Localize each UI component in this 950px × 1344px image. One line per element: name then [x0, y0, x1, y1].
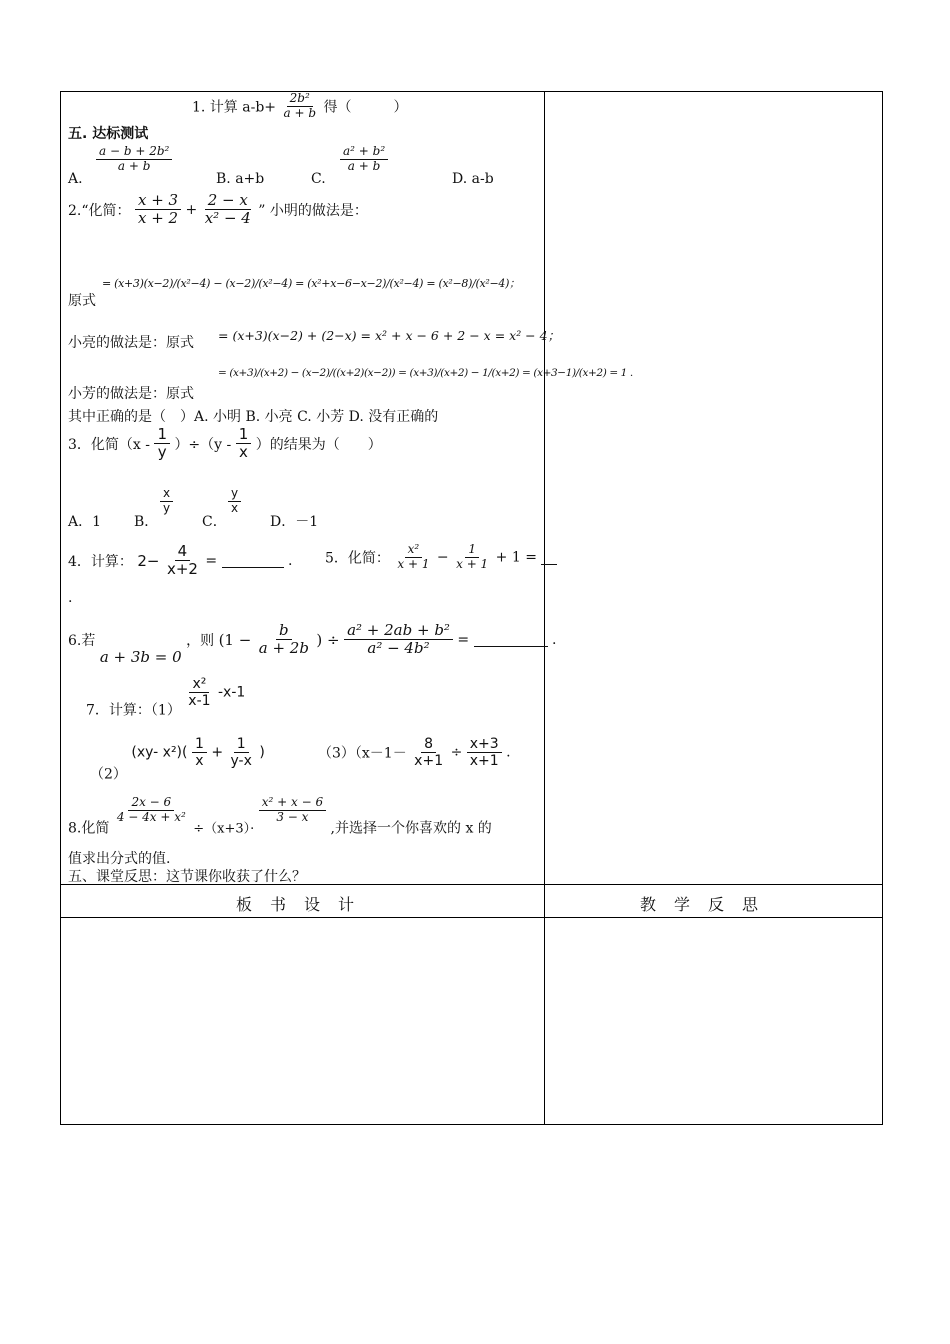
q7-p3-frac-2: [467, 736, 502, 769]
q1-stem: [192, 92, 407, 121]
q3-options: [68, 485, 468, 531]
q8-stem: [68, 796, 492, 837]
q4-prefix: 4．计算：: [68, 553, 133, 570]
q3-opt-b-num: x: [160, 487, 173, 502]
q8-f2-den: 3 − x: [276, 809, 309, 824]
q3-opt-c-frac: [228, 487, 241, 516]
q1-opt-a-label: A.: [68, 171, 83, 187]
q4-lead: 2−: [137, 551, 160, 570]
q5-stem: [325, 543, 557, 572]
q6-eq: =: [457, 631, 470, 648]
q3-prefix: 3．化简（x -: [68, 436, 150, 453]
q1-fraction: [280, 92, 319, 121]
q1-opt-c-num: a² + b²: [340, 145, 388, 160]
teaching-reflection-cell[interactable]: [545, 918, 882, 1124]
q7-prefix: 7．计算：（1）: [86, 702, 181, 719]
q7-p2-f1-den: x: [195, 753, 204, 770]
q2-fang-expr: = (x+3)/(x+2) − (x−2)/((x+2)(x−2)) = (x+3)/(x+2) − 1/(x+2) = (x+3−1)/(x+2) = 1 .: [218, 367, 633, 379]
q6-prefix: 6.若: [68, 632, 96, 649]
q7-p1-den: x-1: [188, 693, 211, 710]
q6-f1-num: b: [276, 622, 292, 640]
q3-f1-num: 1: [154, 426, 170, 444]
q5-f2-den: x + 1: [456, 556, 489, 571]
q1-options: [68, 145, 538, 191]
q1-opt-a-frac: [96, 145, 172, 174]
q4-stem: [68, 543, 293, 579]
q3-mid: ）÷（y -: [174, 436, 232, 453]
q7-p3-div: ÷: [450, 744, 463, 761]
q6-f2-num: a² + 2ab + b²: [344, 622, 453, 640]
q4-f-den: x+2: [166, 560, 198, 579]
section-title: 五. 达标测试: [68, 126, 149, 142]
q3-opt-b-den: y: [163, 500, 171, 515]
q3-frac-2: [236, 426, 252, 462]
q7-p3-f1-num: 8: [421, 736, 436, 753]
q1-suffix: 得（ ）: [323, 99, 408, 116]
q7-p3-f1-den: x+1: [414, 753, 444, 770]
q2-f2-num: 2 − x: [205, 192, 251, 210]
q5-f1-den: x + 1: [397, 556, 430, 571]
board-design-cell[interactable]: [61, 918, 544, 1124]
q8-frac-1: [114, 796, 189, 825]
q6-answer-blank[interactable]: [474, 632, 548, 647]
q7-p3-label: （3）（x－1－: [318, 745, 407, 762]
q7-p2-frac-2: [228, 736, 255, 769]
q7-p2-frac-1: [192, 736, 207, 769]
q2-f2-den: x² − 4: [204, 209, 251, 228]
q6-mid: ，则: [186, 632, 215, 649]
q4-answer-blank[interactable]: [222, 553, 284, 568]
right-notes-cell[interactable]: [545, 92, 882, 884]
q8-line2: 值求出分式的值.: [68, 851, 171, 867]
q7-p2-f1-num: 1: [192, 736, 207, 753]
q3-f2-den: x: [239, 443, 248, 462]
q5-frac-2: [453, 543, 491, 572]
q7-p2-label: （2）: [90, 766, 127, 783]
q7-p2-close: ): [259, 744, 265, 761]
q6-close: ) ÷: [316, 630, 340, 649]
q5-f1-num: x²: [405, 543, 423, 558]
q6-frac-1: [256, 622, 312, 658]
q8-f1-num: 2x − 6: [128, 796, 174, 811]
q2-suffix: ” 小明的做法是：: [258, 202, 368, 219]
q7-p1-tail: -x-1: [217, 684, 246, 701]
q6-open: (1 −: [218, 630, 252, 649]
table-bottom-border: [60, 1124, 883, 1125]
q5-tail: + 1 =: [495, 549, 537, 566]
q6-f2-den: a² − 4b²: [367, 639, 430, 658]
q7-p2-f2-den: y-x: [230, 753, 252, 770]
q6-f1-den: a + 2b: [258, 639, 309, 658]
q3-opt-c-den: x: [231, 500, 239, 515]
q1-opt-c-label: C.: [311, 171, 326, 187]
q6-end: .: [552, 631, 557, 648]
q2-prefix: 2.“化简：: [68, 202, 131, 219]
q6-cond: a + 3b = 0: [99, 647, 182, 666]
q2-liang-label: 小亮的做法是：原式: [68, 335, 194, 351]
q2-frac-1: [135, 192, 181, 228]
q2-stem: [68, 192, 368, 228]
q3-opt-a: A．1: [68, 514, 102, 530]
q8-f1-den: 4 − 4x + x²: [116, 809, 186, 824]
q1-opt-c-den: a + b: [347, 158, 381, 173]
q3-opt-c-label: C．: [202, 514, 227, 530]
q7-part2: [90, 736, 265, 784]
q3-f2-num: 1: [236, 426, 252, 444]
q7-p3-f2-den: x+1: [469, 753, 499, 770]
q1-opt-a-den: a + b: [117, 158, 151, 173]
q2-f1-den: x + 2: [137, 209, 179, 228]
q3-frac-1: [154, 426, 170, 462]
q4-frac: [164, 543, 201, 579]
board-design-header: 板书设计: [236, 895, 373, 914]
q2-fang-label: 小芳的做法是：原式: [68, 386, 194, 402]
q3-opt-c-num: y: [228, 487, 241, 502]
q7-part1: [86, 676, 245, 720]
q7-part3: [318, 736, 511, 769]
teaching-reflection-header: 教学反思: [640, 895, 777, 914]
table-right-border: [882, 91, 883, 1125]
q5-f2-num: 1: [465, 543, 479, 558]
q4-eq: =: [205, 552, 218, 569]
q1-opt-c-frac: [340, 145, 388, 174]
q3-opt-d: D．－1: [270, 514, 319, 530]
q3-f1-den: y: [157, 443, 167, 462]
q5-frac-1: [394, 543, 432, 572]
q8-frac-2: [259, 796, 326, 825]
q1-opt-a-num: a − b + 2b²: [96, 145, 172, 160]
q1-frac-num: 2b²: [287, 92, 313, 107]
q7-p2-head: (xy- x²)(: [131, 744, 188, 761]
q2-ming-expr: = (x+3)(x−2)/(x²−4) − (x−2)/(x²−4) = (x²+x−6−x−2)/(x²−4) = (x²−8)/(x²−4)；: [102, 277, 520, 290]
q7-p3-frac-1: [411, 736, 446, 769]
q3-opt-b-frac: [160, 487, 173, 516]
q7-p1-num: x²: [189, 676, 209, 693]
q1-frac-den: a + b: [283, 105, 317, 120]
q8-suffix: ,并选择一个你喜欢的 x 的: [330, 820, 492, 837]
q3-opt-b-label: B．: [134, 514, 159, 530]
q2-frac-2: [202, 192, 254, 228]
q7-p2-f2-num: 1: [234, 736, 249, 753]
q4-end: .: [288, 552, 293, 569]
q2-liang-expr: = (x+3)(x−2) + (2−x) = x² + x − 6 + 2 − x = x² − 4；: [218, 328, 561, 343]
q5-minus: −: [436, 549, 449, 566]
q8-mid: ÷（x+3）·: [193, 821, 255, 837]
q6-frac-2: [344, 622, 453, 658]
q5-prefix: 5．化简：: [325, 550, 390, 567]
q7-p1-frac: [185, 676, 213, 709]
q7-p2-plus: +: [211, 744, 224, 761]
q7-p3-end: .: [506, 744, 511, 761]
q5-end: .: [68, 590, 73, 606]
q7-p3-f2-num: x+3: [467, 736, 502, 753]
reflection-line: 五、课堂反思：这节课你收获了什么？: [68, 869, 306, 885]
q8-prefix: 8.化简: [68, 820, 110, 837]
q2-f1-num: x + 3: [135, 192, 181, 210]
q1-prefix: 1. 计算 a-b+: [192, 99, 277, 116]
q1-opt-b: B. a+b: [216, 171, 265, 187]
q1-opt-d: D. a-b: [452, 171, 494, 187]
q3-stem: [68, 426, 382, 462]
q2-choice-line: 其中正确的是（ ）A. 小明 B. 小亮 C. 小芳 D. 没有正确的: [68, 409, 439, 425]
q8-f2-num: x² + x − 6: [259, 796, 326, 811]
q6-stem: [68, 622, 556, 666]
q3-suffix: ）的结果为（ ）: [255, 436, 382, 453]
q2-ming-label: 原式: [68, 293, 96, 309]
q4-f-num: 4: [175, 543, 191, 561]
q2-plus: +: [185, 201, 198, 218]
